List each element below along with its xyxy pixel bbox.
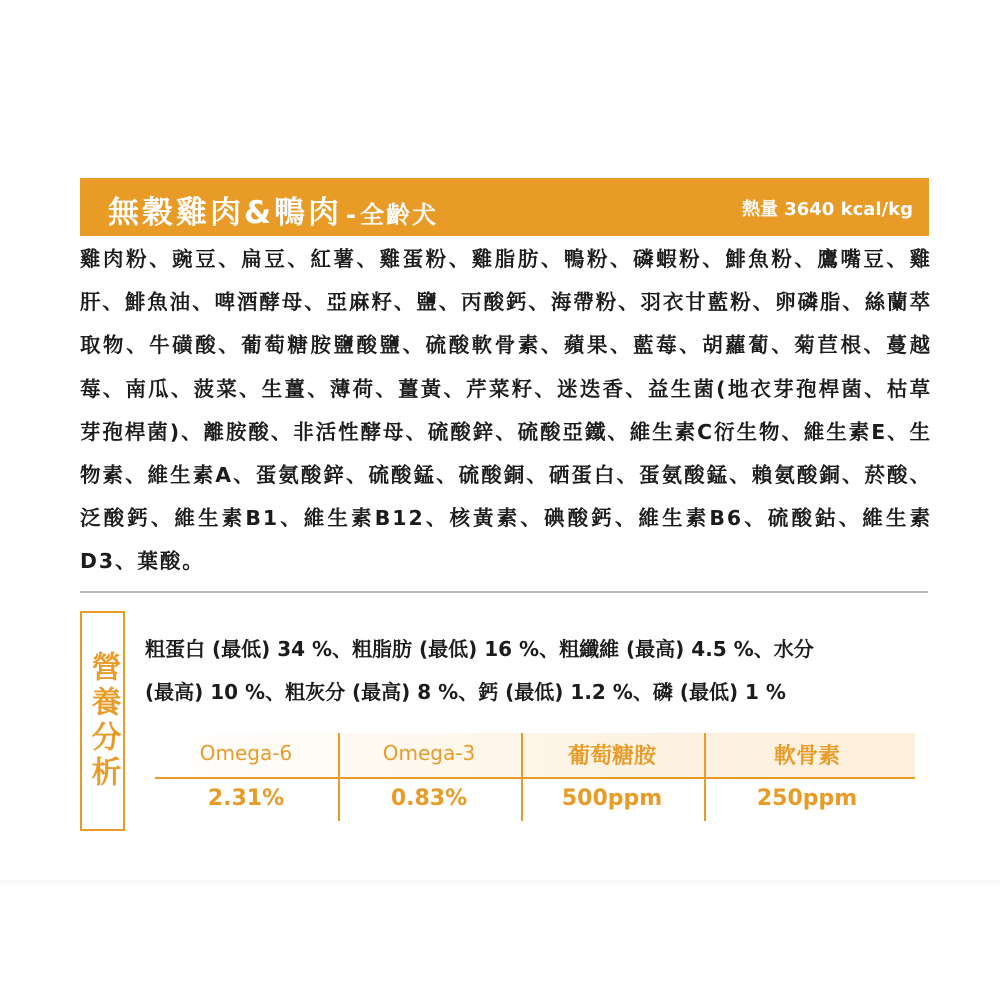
table-value-omega6: 2.31% (207, 786, 285, 811)
nutrition-analysis-label-box (80, 611, 125, 831)
guaranteed-analysis (145, 628, 925, 714)
calorie-info: 熱量 3640 kcal/kg (741, 199, 913, 220)
nutrition-analysis-label: 營養分析 (85, 651, 121, 791)
table-column-divider (704, 733, 706, 821)
table-header-omega6: Omega-6 (199, 741, 293, 765)
supplement-table-rule (155, 777, 915, 779)
section-divider (80, 591, 928, 593)
table-header-chondroitin: 軟骨素 (773, 744, 840, 769)
table-value-glucosamine: 500ppm (561, 786, 663, 811)
analysis-line-1: 粗蛋白 (最低) 34 %、粗脂肪 (最低) 16 %、粗纖維 (最高) 4.5 %、水分 (145, 637, 814, 661)
table-header-glucosamine: 葡萄糖胺 (567, 744, 656, 769)
product-title (108, 187, 438, 232)
ingredients-list: 雞肉粉、豌豆、扁豆、紅薯、雞蛋粉、雞脂肪、鴨粉、磷蝦粉、鯡魚粉、鷹嘴豆、雞肝、鯡魚油、啤酒酵母、亞麻籽、鹽、丙酸鈣、海帶粉、羽衣甘藍粉、卵磷脂、絲蘭萃取物、牛磺酸、葡萄糖胺鹽酸鹽、硫酸軟骨素、蘋果、藍莓、胡蘿蔔、菊苣根、蔓越莓、南瓜、菠菜、生薑、薄荷、薑黃、芹菜籽、迷迭香、益生菌(地衣芽孢桿菌、枯草芽孢桿菌)、離胺酸、非活性酵母、硫酸鋅、硫酸亞鐵、維生素C衍生物、維生素E、生物素、維生素A、蛋氨酸鋅、硫酸錳、硫酸銅、硒蛋白、蛋氨酸錳、賴氨酸銅、菸酸、泛酸鈣、維生素B1、維生素B12、核黃素、碘酸鈣、維生素B6、硫酸鈷、維生素D3、葉酸。 (80, 247, 932, 574)
bottom-fade (0, 880, 1000, 888)
table-header-omega3: Omega-3 (382, 741, 476, 765)
product-name: 無穀雞肉&鴨肉 (108, 195, 343, 231)
product-subtitle: 全齡犬 (360, 201, 439, 229)
table-value-chondroitin: 250ppm (756, 786, 858, 811)
product-header-bar (80, 178, 929, 236)
analysis-line-2: (最高) 10 %、粗灰分 (最高) 8 %、鈣 (最低) 1.2 %、磷 (最低) 1 % (145, 680, 786, 704)
title-separator: - (346, 201, 357, 229)
table-value-omega3: 0.83% (390, 786, 468, 811)
